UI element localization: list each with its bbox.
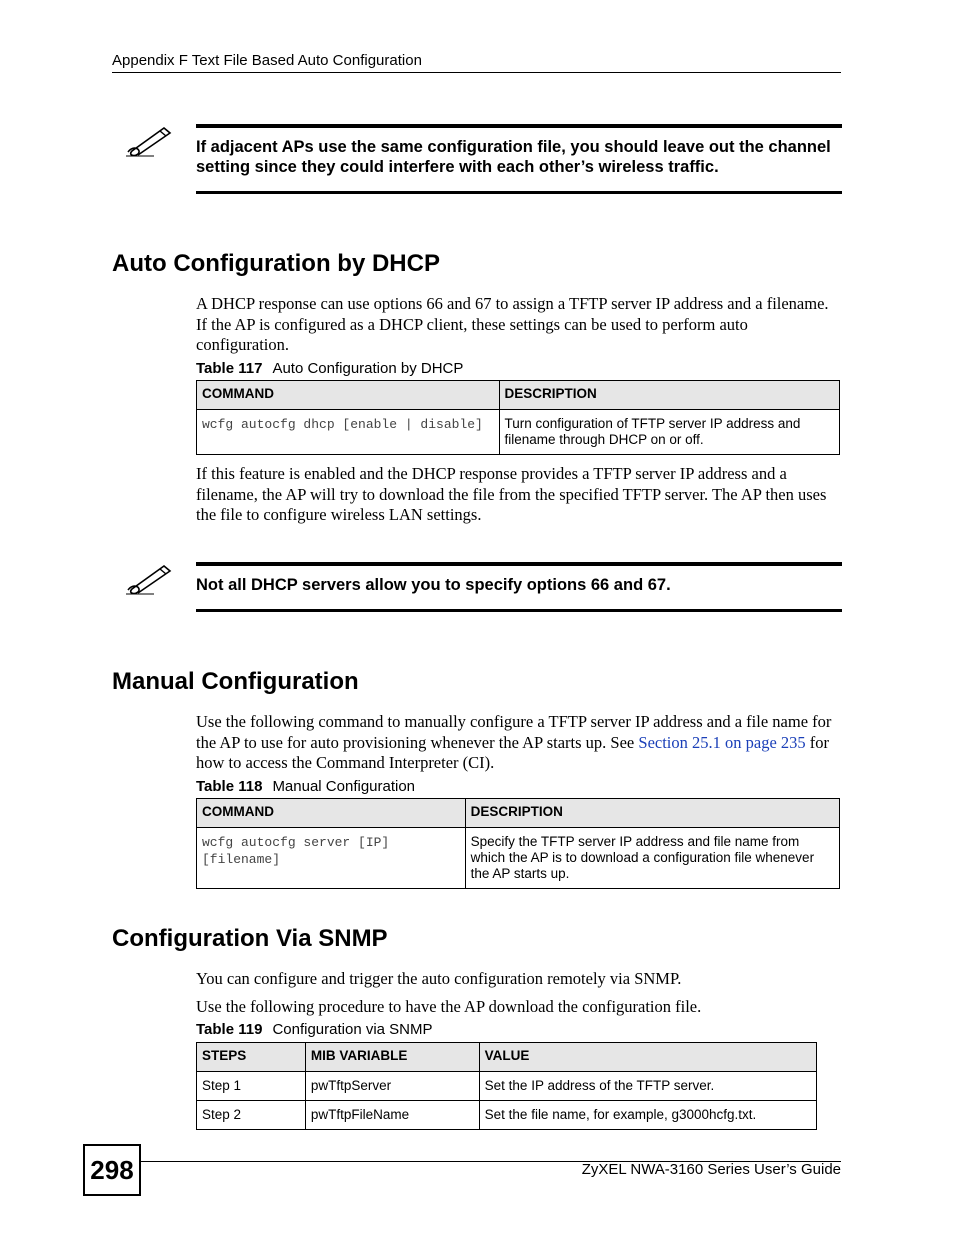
manual-intro-paragraph [196,712,842,774]
value-cell: Set the file name, for example, g3000hcfg.txt. [479,1101,816,1130]
pencil-note-icon [124,124,172,158]
command-cell: wcfg autocfg dhcp [enable | disable] [197,410,500,455]
manual-intro-text: Use the following command to manually configure a TFTP server IP address and a file name for the AP to use for auto provisioning whenever the AP starts up. See [196,712,832,752]
table-row [197,1072,817,1101]
table-row [197,828,840,889]
table-118-caption [196,778,415,795]
table-117 [196,380,840,455]
pencil-note-icon [124,562,172,596]
section-heading-snmp: Configuration Via SNMP [112,925,388,952]
table-118-title: Manual Configuration [272,778,416,795]
table-117-caption [196,360,463,377]
note-text: Not all DHCP servers allow you to specify options 66 and 67. [196,576,671,594]
table-header-row [197,381,840,410]
header-rule [112,72,841,73]
step-cell: Step 2 [197,1101,306,1130]
mib-variable-cell: pwTftpFileName [305,1101,479,1130]
snmp-paragraph-1: You can configure and trigger the auto configuration remotely via SNMP. [196,969,682,988]
step-cell: Step 1 [197,1072,306,1101]
column-header: DESCRIPTION [465,799,839,828]
section-heading-dhcp: Auto Configuration by DHCP [112,250,440,277]
dhcp-intro-paragraph: A DHCP response can use options 66 and 67 to assign a TFTP server IP address and a filename. If the AP is configured as a DHCP client, these settings can be used to perform auto configuration. [196,294,829,354]
note-bottom-rule [196,609,842,612]
note-text: If adjacent APs use the same configuration file, you should leave out the channel setting since they could interfere with each other’s wireless traffic. [196,138,831,176]
table-117-title: Auto Configuration by DHCP [272,360,464,377]
guide-title: ZyXEL NWA-3160 Series User’s Guide [581,1161,841,1178]
note-top-rule [196,124,842,128]
description-cell: Specify the TFTP server IP address and file name from which the AP is to download a configuration file whenever the AP starts up. [465,828,839,889]
page-number: 298 [83,1144,141,1196]
table-header-row [197,799,840,828]
table-119-title: Configuration via SNMP [272,1021,433,1038]
snmp-paragraph-2: Use the following procedure to have the AP download the configuration file. [196,997,702,1016]
value-cell: Set the IP address of the TFTP server. [479,1072,816,1101]
dhcp-after-paragraph: If this feature is enabled and the DHCP response provides a TFTP server IP address and a filename, the AP will try to download the file from the specified TFTP server. The AP then uses the file to configure wireless LAN settings. [196,464,827,524]
column-header: VALUE [479,1043,816,1072]
table-118-label: Table 118 [196,778,263,795]
section-heading-manual: Manual Configuration [112,668,359,695]
table-119 [196,1042,817,1130]
command-cell: wcfg autocfg server [IP] [filename] [197,828,466,889]
column-header: COMMAND [197,799,466,828]
column-header: COMMAND [197,381,500,410]
column-header: STEPS [197,1043,306,1072]
table-row [197,410,840,455]
section-link[interactable]: Section 25.1 on page 235 [638,732,806,752]
note-top-rule [196,562,842,566]
table-row [197,1101,817,1130]
running-header: Appendix F Text File Based Auto Configuration [112,52,422,69]
manual-intro-text-end: for how to access the Command Interpreter (CI). [196,732,830,772]
table-header-row [197,1043,817,1072]
column-header: MIB VARIABLE [305,1043,479,1072]
table-119-label: Table 119 [196,1021,263,1038]
column-header: DESCRIPTION [499,381,839,410]
note-bottom-rule [196,191,842,194]
table-119-caption [196,1021,433,1038]
table-118 [196,798,840,889]
description-cell: Turn configuration of TFTP server IP address and filename through DHCP on or off. [499,410,839,455]
table-117-label: Table 117 [196,360,263,377]
mib-variable-cell: pwTftpServer [305,1072,479,1101]
